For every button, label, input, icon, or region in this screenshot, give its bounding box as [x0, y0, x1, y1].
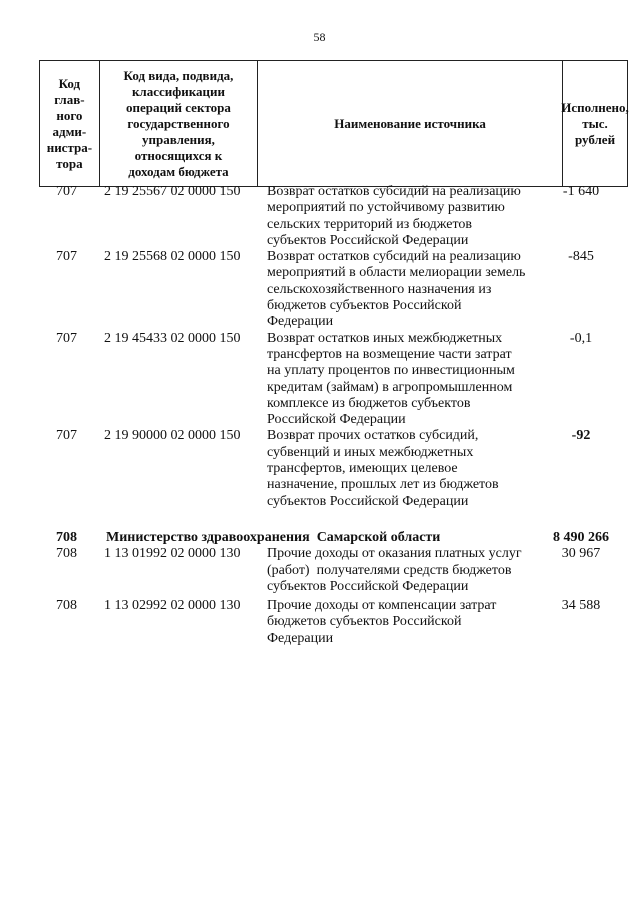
admin-code: 707 [56, 184, 77, 199]
executed-value: -0,1 [569, 330, 593, 346]
executed-value: -845 [568, 249, 594, 265]
source-name: Возврат остатков иных межбюджетных трансфертов на возмещение части затрат на уплату процентов по инвестиционным кредитам (займам) в агропромышленном комплексе из бюджетов субъектов Российской Федерации [267, 330, 515, 428]
table-row [39, 598, 639, 647]
source-name: Возврат остатков субсидий на реализацию мероприятий по устойчивому развитию сельских территорий из бюджетов субъектов Российской Федерации [267, 184, 521, 248]
header-source-name: Наименование источника [258, 61, 563, 186]
table-header [39, 60, 628, 187]
admin-code: 708 [56, 598, 77, 614]
admin-code: 708 [56, 529, 77, 545]
section-header-708 [39, 530, 639, 546]
source-name: Прочие доходы от оказания платных услуг (работ) получателями средств бюджетов субъектов Российской Федерации [267, 546, 526, 594]
classification-code: 2 19 45433 02 0000 150 [104, 330, 241, 346]
classification-code: 1 13 02992 02 0000 130 [104, 598, 241, 614]
header-admin-code: Код глав- ного адми- нистра- тора [40, 61, 100, 186]
table-row [39, 249, 639, 330]
executed-value: 34 588 [561, 598, 601, 614]
classification-code: 2 19 25568 02 0000 150 [104, 249, 241, 265]
admin-code: 707 [56, 249, 77, 265]
table-body [39, 184, 639, 647]
classification-code: 1 13 01992 02 0000 130 [104, 546, 241, 562]
header-executed: Исполнено, тыс. рублей [561, 99, 629, 147]
admin-code: 707 [56, 330, 77, 346]
table-row [39, 546, 639, 595]
table-row [39, 331, 639, 429]
page-number: 58 [313, 30, 326, 44]
executed-value: 30 967 [561, 546, 601, 562]
source-name: Прочие доходы от компенсации затрат бюджетов субъектов Российской Федерации [267, 598, 497, 646]
admin-code: 708 [56, 546, 77, 562]
table-row [39, 184, 639, 249]
executed-value: -92 [571, 428, 591, 444]
admin-code: 707 [56, 428, 77, 444]
source-name: Возврат остатков субсидий на реализацию мероприятий в области мелиорации земель сельскохозяйственного назначения из бюджетов субъектов Российской Федерации [267, 249, 526, 330]
classification-code: 2 19 90000 02 0000 150 [104, 428, 241, 444]
section-total: 8 490 266 [553, 529, 609, 545]
header-classification-code: Код вида, подвида, классификации операций сектора государственного управления, относящихся к доходам бюджета [100, 61, 258, 186]
classification-code: 2 19 25567 02 0000 150 [104, 184, 241, 199]
table-row [39, 428, 639, 509]
section-title: Министерство здравоохранения Самарской области [106, 529, 441, 545]
executed-value: -1 640 [562, 184, 600, 199]
source-name: Возврат прочих остатков субсидий, субвенций и иных межбюджетных трансфертов, имеющих целевое назначение, прошлых лет из бюджетов субъектов Российской Федерации [267, 428, 499, 509]
